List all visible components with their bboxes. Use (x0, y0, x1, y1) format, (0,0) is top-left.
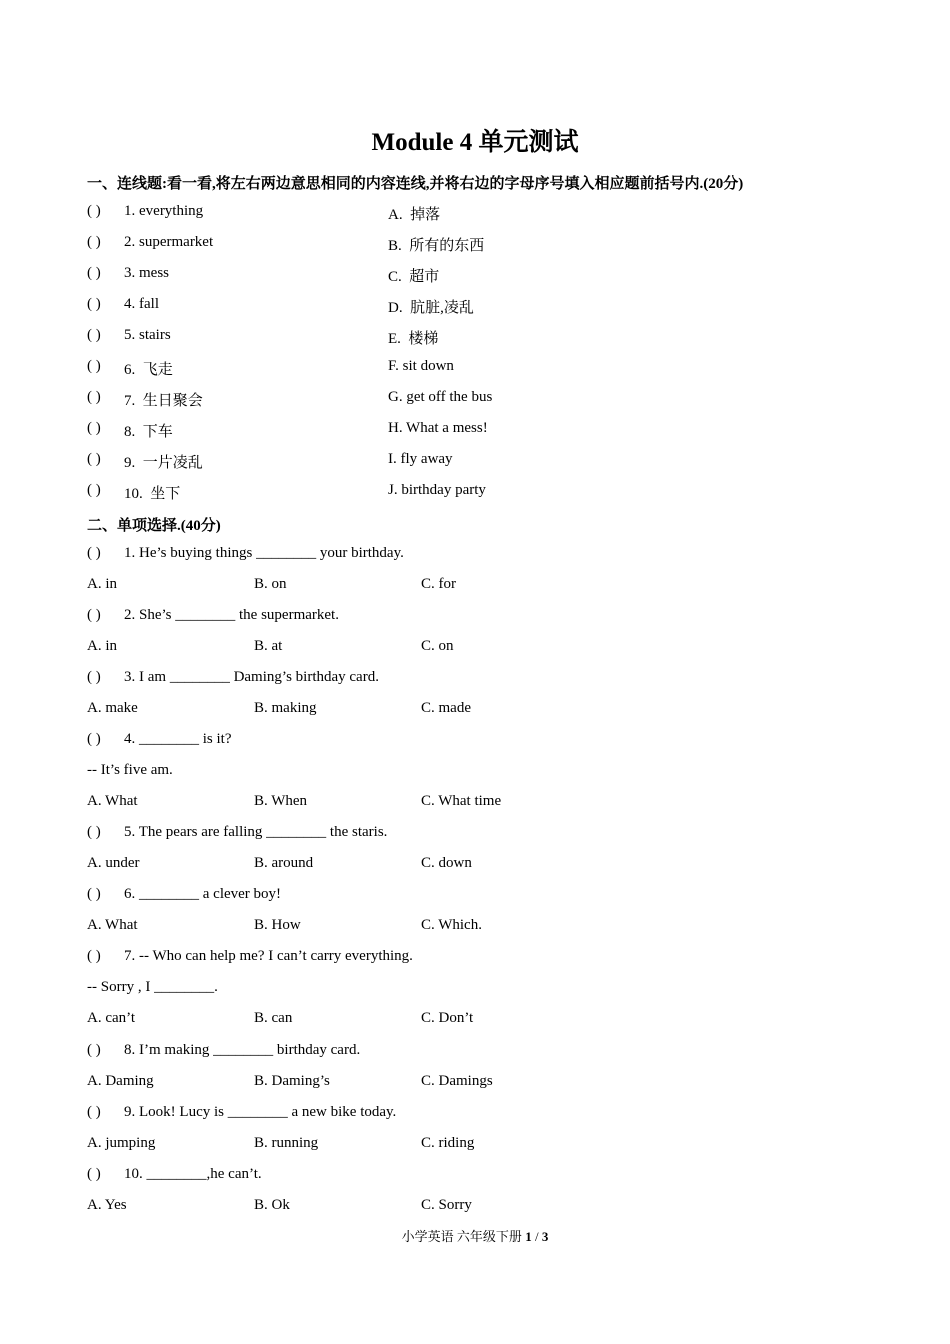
option-a: A. in (87, 576, 117, 592)
right-item: H. What a mess! (388, 420, 488, 436)
answer-blank[interactable]: ( ) (87, 265, 101, 281)
answer-blank[interactable]: ( ) (87, 948, 101, 964)
right-item: E. 楼梯 (388, 331, 439, 347)
page-number: 1 (525, 1229, 532, 1244)
option-a: A. in (87, 638, 117, 654)
answer-blank[interactable]: ( ) (87, 669, 101, 685)
left-item: 7. 生日聚会 (124, 393, 203, 409)
left-item: 3. mess (124, 265, 169, 281)
option-c: C. Which. (421, 917, 482, 933)
left-item: 10. 坐下 (124, 486, 181, 502)
answer-blank[interactable]: ( ) (87, 607, 101, 623)
question-text: 7. -- Who can help me? I can’t carry everything. (124, 948, 413, 964)
question-text: 2. She’s ________ the supermarket. (124, 607, 339, 623)
option-b: B. How (254, 917, 301, 933)
footer-label: 小学英语 六年级下册 (401, 1229, 522, 1244)
option-a: A. Daming (87, 1073, 154, 1089)
left-item: 9. 一片凌乱 (124, 455, 203, 471)
page-footer (0, 1226, 950, 1245)
answer-blank[interactable]: ( ) (87, 482, 101, 498)
section-1-heading: 一、连线题:看一看,将左右两边意思相同的内容连线,并将右边的字母序号填入相应题前括号内.(20分) (87, 176, 744, 192)
right-item: F. sit down (388, 358, 454, 374)
right-item: D. 肮脏,凌乱 (388, 300, 474, 316)
option-b: B. can (254, 1010, 293, 1026)
answer-blank[interactable]: ( ) (87, 296, 101, 312)
option-a: A. What (87, 793, 138, 809)
page-separator: / (534, 1229, 539, 1244)
question-text: 5. The pears are falling ________ the staris. (124, 824, 388, 840)
option-c: C. What time (421, 793, 502, 809)
answer-blank[interactable]: ( ) (87, 731, 101, 747)
left-item: 4. fall (124, 296, 159, 312)
question-text: 6. ________ a clever boy! (124, 886, 282, 902)
question-text: 3. I am ________ Daming’s birthday card. (124, 669, 379, 685)
answer-blank[interactable]: ( ) (87, 824, 101, 840)
question-text: 1. He’s buying things ________ your birthday. (124, 545, 404, 561)
option-c: C. on (421, 638, 454, 654)
answer-blank[interactable]: ( ) (87, 327, 101, 343)
answer-blank[interactable]: ( ) (87, 1042, 101, 1058)
option-a: A. under (87, 855, 140, 871)
left-item: 2. supermarket (124, 234, 214, 250)
answer-blank[interactable]: ( ) (87, 389, 101, 405)
left-item: 8. 下车 (124, 424, 173, 440)
answer-blank[interactable]: ( ) (87, 358, 101, 374)
option-c: C. Damings (421, 1073, 493, 1089)
option-a: A. make (87, 700, 138, 716)
option-c: C. down (421, 855, 472, 871)
right-item: A. 掉落 (388, 207, 441, 223)
option-c: C. Don’t (421, 1010, 474, 1026)
right-item: J. birthday party (388, 482, 486, 498)
option-b: B. running (254, 1135, 319, 1151)
answer-blank[interactable]: ( ) (87, 1166, 101, 1182)
page-total: 3 (541, 1229, 549, 1244)
left-item: 5. stairs (124, 327, 171, 343)
section-2-heading: 二、单项选择.(40分) (87, 518, 221, 534)
option-c: C. Sorry (421, 1197, 472, 1213)
left-item: 1. everything (124, 203, 204, 219)
answer-blank[interactable]: ( ) (87, 451, 101, 467)
option-b: B. making (254, 700, 317, 716)
answer-blank[interactable]: ( ) (87, 234, 101, 250)
option-c: C. made (421, 700, 471, 716)
left-item: 6. 飞走 (124, 362, 173, 378)
answer-blank[interactable]: ( ) (87, 545, 101, 561)
question-text: 9. Look! Lucy is ________ a new bike today. (124, 1104, 397, 1120)
right-item: B. 所有的东西 (388, 238, 485, 254)
question-text: 10. ________,he can’t. (124, 1166, 262, 1182)
option-b: B. When (254, 793, 308, 809)
option-b: B. around (254, 855, 314, 871)
right-item: G. get off the bus (388, 389, 493, 405)
question-text: 4. ________ is it? (124, 731, 232, 747)
question-response-line: -- Sorry , I ________. (87, 979, 218, 995)
answer-blank[interactable]: ( ) (87, 203, 101, 219)
question-response-line: -- It’s five am. (87, 762, 173, 778)
option-b: B. on (254, 576, 287, 592)
right-item: I. fly away (388, 451, 453, 467)
option-b: B. Daming’s (254, 1073, 330, 1089)
question-text: 8. I’m making ________ birthday card. (124, 1042, 361, 1058)
answer-blank[interactable]: ( ) (87, 886, 101, 902)
option-b: B. Ok (254, 1197, 290, 1213)
option-a: A. Yes (87, 1197, 127, 1213)
answer-blank[interactable]: ( ) (87, 420, 101, 436)
option-c: C. riding (421, 1135, 475, 1151)
right-item: C. 超市 (388, 269, 440, 285)
answer-blank[interactable]: ( ) (87, 1104, 101, 1120)
option-b: B. at (254, 638, 283, 654)
option-a: A. What (87, 917, 138, 933)
option-a: A. can’t (87, 1010, 136, 1026)
page-title: Module 4 单元测试 (371, 129, 579, 156)
option-c: C. for (421, 576, 456, 592)
option-a: A. jumping (87, 1135, 156, 1151)
